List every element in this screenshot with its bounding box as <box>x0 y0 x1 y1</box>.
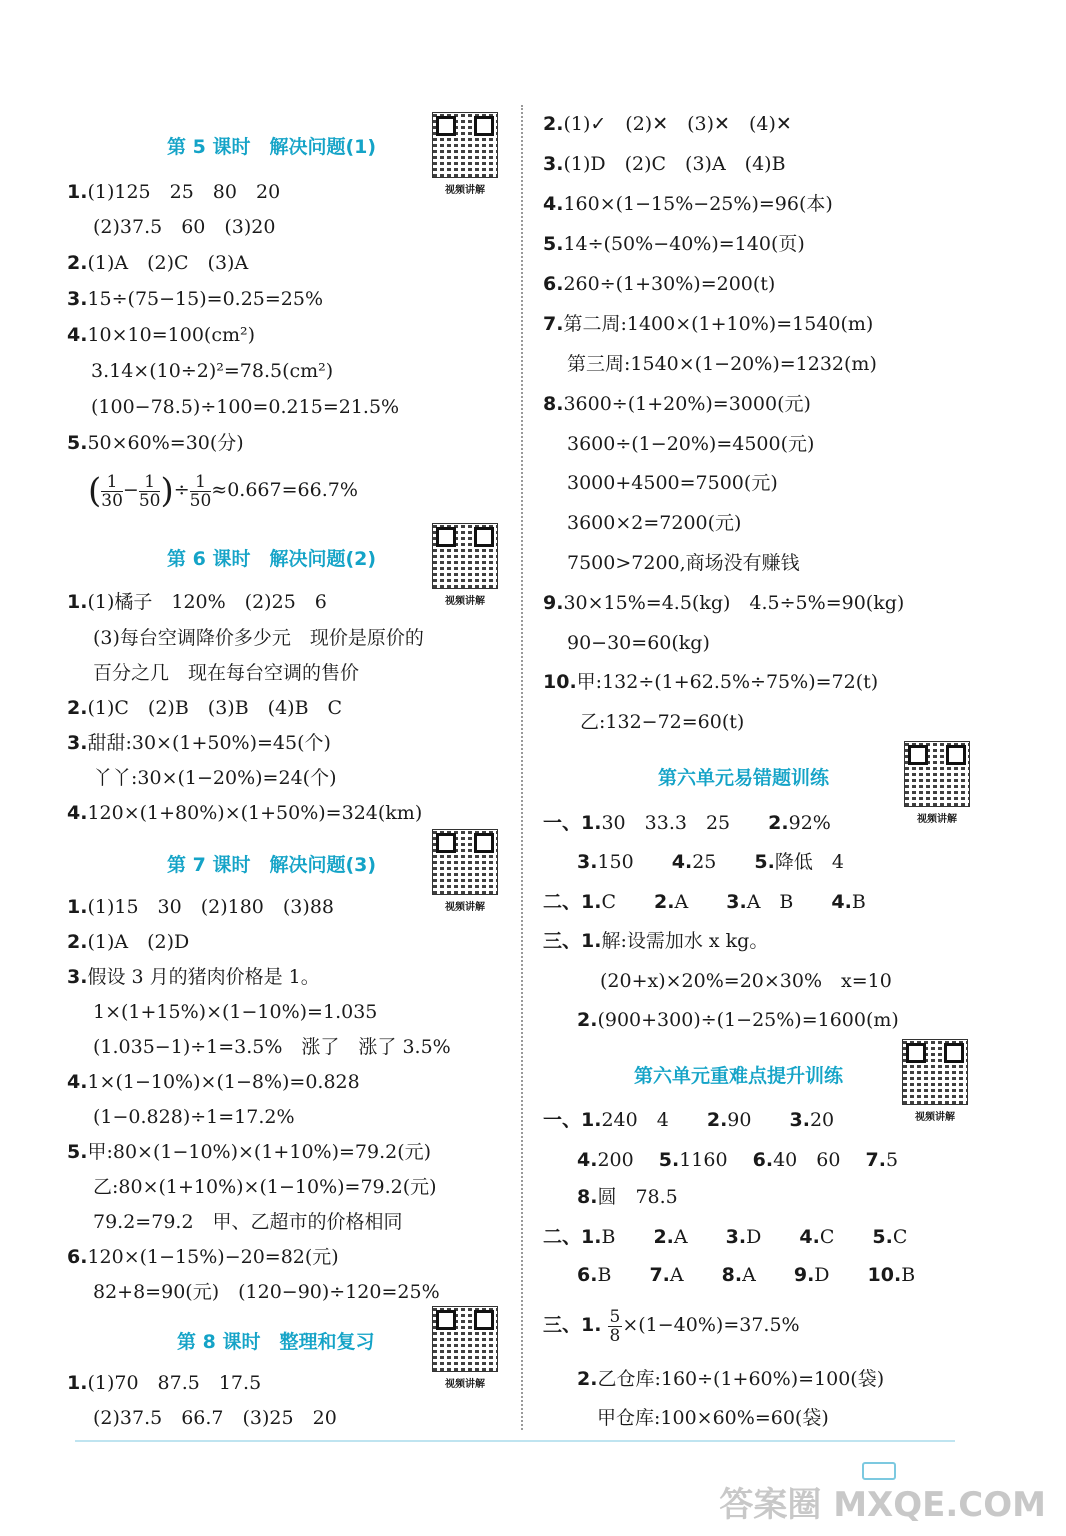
answer-line: (2)37.5 66.7 (3)25 20 <box>93 1407 337 1429</box>
answer-line: 8.圆 78.5 <box>577 1186 678 1208</box>
answer-line: 2.(1)A (2)D <box>67 931 190 953</box>
answer-line: (3)每台空调降价多少元 现价是原价的 <box>93 627 424 649</box>
qr-icon <box>902 1039 968 1105</box>
column-divider <box>521 105 523 1430</box>
answer-line: 5.甲:80×(1−10%)×(1+10%)=79.2(元) <box>67 1141 432 1163</box>
answer-line: 7500>7200,商场没有赚钱 <box>567 552 800 574</box>
answer-line: 三、1.解:设需加水 x kg。 <box>543 930 769 952</box>
qr-caption: 视频讲解 <box>445 185 485 196</box>
qr-caption: 视频讲解 <box>917 814 957 825</box>
answer-line: 3600×2=7200(元) <box>567 512 742 534</box>
lesson-6-title: 第 6 课时 解决问题(2) <box>167 548 377 570</box>
answer-line: 乙:132−72=60(t) <box>580 711 745 733</box>
qr-code-unit6-error[interactable] <box>904 741 970 825</box>
answer-line: 3.假设 3 月的猪肉价格是 1。 <box>67 966 320 988</box>
answer-line: 一、1.240 4 2.90 3.20 <box>543 1109 835 1131</box>
answer-line: 6.B 7.A 8.A 9.D 10.B <box>577 1264 916 1286</box>
footer-line <box>75 1440 955 1442</box>
answer-line: 1.(1)15 30 (2)180 (3)88 <box>67 896 334 918</box>
answer-line: 3.150 4.25 5.降低 4 <box>577 851 844 873</box>
answer-line: 3600÷(1−20%)=4500(元) <box>567 433 815 455</box>
answer-line: 4.10×10=100(cm²) <box>67 324 256 346</box>
qr-caption: 视频讲解 <box>915 1112 955 1123</box>
answer-line: 79.2=79.2 甲、乙超市的价格相同 <box>93 1211 403 1233</box>
fraction: $\frac{1}{50}$ <box>189 471 212 511</box>
answer-line: 二、1.C 2.A 3.A B 4.B <box>543 891 866 913</box>
answer-line: (20+x)×20%=20×30% x=10 <box>600 970 892 992</box>
unit6-error-title: 第六单元易错题训练 <box>658 767 830 789</box>
answer-line: 二、1.B 2.A 3.D 4.C 5.C <box>543 1226 908 1248</box>
answer-line: 1.(1)70 87.5 17.5 <box>67 1372 262 1394</box>
answer-line: 三、1. $\frac{5}{8}$ ×(1−40%)=37.5% <box>543 1306 800 1346</box>
answer-line: (1−0.828)÷1=17.2% <box>93 1106 295 1128</box>
answer-line: 2.(1)✓ (2)✕ (3)✕ (4)✕ <box>543 113 792 135</box>
lesson-5-title: 第 5 课时 解决问题(1) <box>167 136 377 158</box>
answer-line: 2.(900+300)÷(1−25%)=1600(m) <box>577 1009 899 1031</box>
fraction: $\frac{1}{30}$ <box>101 471 123 511</box>
qr-caption: 视频讲解 <box>445 1379 485 1390</box>
answer-line: (100−78.5)÷100=0.215=21.5% <box>91 396 400 418</box>
answer-line: 一、1.30 33.3 25 2.92% <box>543 812 831 834</box>
answer-line: 3.14×(10÷2)²=78.5(cm²) <box>91 360 334 382</box>
qr-code-lesson-5[interactable] <box>432 112 498 196</box>
fraction-expression: ( $\frac{1}{30}$ − $\frac{1}{50}$ )÷ $\frac{1}{50}$ ≈0.667=66.7% <box>88 471 358 511</box>
answer-line: 1.(1)125 25 80 20 <box>67 181 281 203</box>
answer-line: 2.乙仓库:160÷(1+60%)=100(袋) <box>577 1368 885 1390</box>
answer-line: 丫丫:30×(1−20%)=24(个) <box>93 767 337 789</box>
qr-icon <box>904 741 970 807</box>
qr-icon <box>432 112 498 178</box>
answer-line: 2.(1)A (2)C (3)A <box>67 252 249 274</box>
qr-caption: 视频讲解 <box>445 596 485 607</box>
qr-caption: 视频讲解 <box>445 902 485 913</box>
answer-line: 3.甜甜:30×(1+50%)=45(个) <box>67 732 331 754</box>
qr-icon <box>432 829 498 895</box>
answer-line: 2.(1)C (2)B (3)B (4)B C <box>67 697 343 719</box>
unit6-hard-title: 第六单元重难点提升训练 <box>634 1065 844 1087</box>
qr-icon <box>432 1306 498 1372</box>
fraction: $\frac{5}{8}$ <box>609 1306 621 1346</box>
answer-line: 6.120×(1−15%)−20=82(元) <box>67 1246 339 1268</box>
fraction: $\frac{1}{50}$ <box>138 471 161 511</box>
answer-line: 3.15÷(75−15)=0.25=25% <box>67 288 324 310</box>
answer-line: 90−30=60(kg) <box>567 632 710 654</box>
answer-line: 3000+4500=7500(元) <box>567 472 778 494</box>
answer-line: 3.(1)D (2)C (3)A (4)B <box>543 153 786 175</box>
answer-line: (1.035−1)÷1=3.5% 涨了 涨了 3.5% <box>93 1036 451 1058</box>
answer-line: 82+8=90(元) (120−90)÷120=25% <box>93 1281 440 1303</box>
qr-code-lesson-7[interactable] <box>432 829 498 913</box>
answer-line: 1×(1+15%)×(1−10%)=1.035 <box>93 1001 378 1023</box>
answer-line: 甲仓库:100×60%=60(袋) <box>597 1407 829 1429</box>
answer-line: 5.50×60%=30(分) <box>67 432 244 454</box>
qr-code-unit6-hard[interactable] <box>902 1039 968 1123</box>
answer-line: 4.1×(1−10%)×(1−8%)=0.828 <box>67 1071 360 1093</box>
watermark: 答案圈 MXQE.COM <box>719 1485 1046 1525</box>
qr-code-lesson-8[interactable] <box>432 1306 498 1390</box>
answer-line: 乙:80×(1+10%)×(1−10%)=79.2(元) <box>93 1176 437 1198</box>
answer-line: 10.甲:132÷(1+62.5%÷75%)=72(t) <box>543 671 879 693</box>
answer-line: 4.160×(1−15%−25%)=96(本) <box>543 193 833 215</box>
answer-line: 百分之几 现在每台空调的售价 <box>93 662 360 684</box>
answer-line: (2)37.5 60 (3)20 <box>93 216 276 238</box>
qr-code-lesson-6[interactable] <box>432 523 498 607</box>
answer-line: 8.3600÷(1+20%)=3000(元) <box>543 393 811 415</box>
answer-line: 第三周:1540×(1−20%)=1232(m) <box>567 353 877 375</box>
answer-line: 7.第二周:1400×(1+10%)=1540(m) <box>543 313 874 335</box>
qr-icon <box>432 523 498 589</box>
answer-line: 5.14÷(50%−40%)=140(页) <box>543 233 805 255</box>
answer-line: 6.260÷(1+30%)=200(t) <box>543 273 776 295</box>
answer-line: 4.120×(1+80%)×(1+50%)=324(km) <box>67 802 423 824</box>
lesson-8-title: 第 8 课时 整理和复习 <box>177 1331 375 1353</box>
answer-line: 9.30×15%=4.5(kg) 4.5÷5%=90(kg) <box>543 592 905 614</box>
answer-line: 1.(1)橘子 120% (2)25 6 <box>67 591 327 613</box>
lesson-7-title: 第 7 课时 解决问题(3) <box>167 854 377 876</box>
answer-line: 4.200 5.1160 6.40 60 7.5 <box>577 1149 899 1171</box>
